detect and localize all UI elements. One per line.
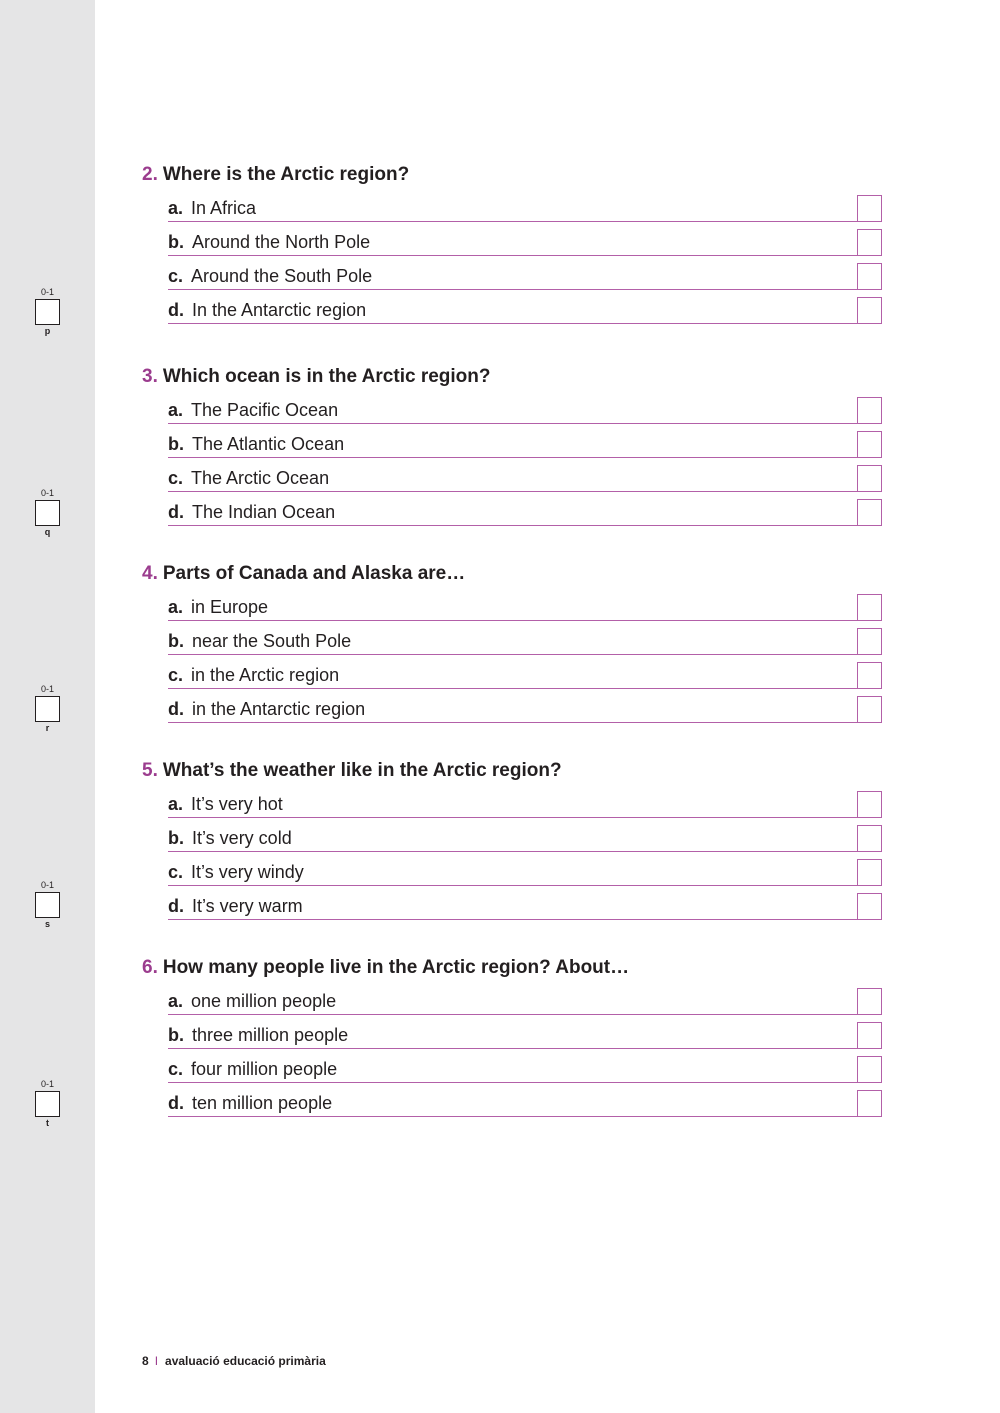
option-row: [168, 390, 882, 424]
option-letter: c.: [168, 1059, 184, 1079]
answer-checkbox[interactable]: [857, 431, 882, 457]
option-row: [168, 852, 882, 886]
question-text: How many people live in the Arctic region? About…: [162, 957, 630, 978]
option-letter: d.: [168, 896, 184, 916]
option-letter: c.: [168, 862, 184, 882]
option-row: [168, 886, 882, 920]
option-letter: c.: [168, 266, 184, 286]
question-number: 5.: [142, 760, 158, 781]
answer-checkbox[interactable]: [857, 696, 882, 722]
option-row: [168, 222, 882, 256]
option-text: In Africa: [191, 198, 257, 218]
option-letter: d.: [168, 300, 184, 320]
option-text: four million people: [191, 1059, 338, 1079]
option-text: in the Antarctic region: [192, 699, 366, 719]
question-text: Where is the Arctic region?: [162, 164, 410, 185]
question-number: 2.: [142, 164, 158, 185]
option-letter: b.: [168, 631, 184, 651]
score-marker-s: [35, 880, 60, 930]
score-box[interactable]: [35, 299, 60, 325]
option-text: It’s very warm: [192, 896, 303, 916]
score-letter: r: [45, 723, 50, 733]
option-text: Around the North Pole: [192, 232, 371, 252]
question-number: 3.: [142, 366, 158, 387]
option-row: [168, 981, 882, 1015]
option-text: one million people: [191, 991, 337, 1011]
question-2: [142, 162, 882, 324]
option-row: [168, 492, 882, 526]
answer-checkbox[interactable]: [857, 195, 882, 221]
score-letter: t: [46, 1118, 49, 1128]
question-title: [142, 162, 882, 188]
option-text: ten million people: [192, 1093, 333, 1113]
question-text: Parts of Canada and Alaska are…: [162, 563, 466, 584]
question-title: [142, 364, 882, 390]
option-letter: a.: [168, 400, 184, 420]
question-number: 6.: [142, 957, 158, 978]
option-row: [168, 458, 882, 492]
option-row: [168, 818, 882, 852]
option-letter: b.: [168, 232, 184, 252]
score-range-label: 0-1: [40, 287, 54, 297]
question-3: [142, 364, 882, 526]
score-range-label: 0-1: [40, 684, 54, 694]
option-row: [168, 784, 882, 818]
option-text: The Indian Ocean: [192, 502, 336, 522]
score-range-label: 0-1: [40, 880, 54, 890]
option-text: The Atlantic Ocean: [192, 434, 345, 454]
option-row: [168, 1049, 882, 1083]
option-row: [168, 1015, 882, 1049]
option-letter: b.: [168, 1025, 184, 1045]
option-letter: a.: [168, 991, 184, 1011]
publication-name: avaluació educació primària: [165, 1354, 326, 1368]
option-text: in the Arctic region: [191, 665, 340, 685]
footer-separator: I: [154, 1354, 159, 1368]
question-title: [142, 561, 882, 587]
option-row: [168, 587, 882, 621]
option-row: [168, 1083, 882, 1117]
answer-checkbox[interactable]: [857, 825, 882, 851]
answer-checkbox[interactable]: [857, 465, 882, 491]
score-letter: p: [44, 326, 51, 336]
score-letter: q: [44, 527, 51, 537]
option-letter: d.: [168, 502, 184, 522]
option-row: [168, 256, 882, 290]
option-letter: d.: [168, 1093, 184, 1113]
answer-checkbox[interactable]: [857, 297, 882, 323]
question-title: [142, 758, 882, 784]
option-letter: a.: [168, 597, 184, 617]
option-row: [168, 689, 882, 723]
answer-checkbox[interactable]: [857, 1022, 882, 1048]
score-letter: s: [44, 919, 50, 929]
option-letter: d.: [168, 699, 184, 719]
answer-checkbox[interactable]: [857, 229, 882, 255]
answer-checkbox[interactable]: [857, 1090, 882, 1116]
answer-checkbox[interactable]: [857, 662, 882, 688]
option-text: It’s very hot: [191, 794, 283, 814]
score-marker-q: [35, 488, 60, 538]
answer-checkbox[interactable]: [857, 791, 882, 817]
page-number: 8: [142, 1354, 149, 1368]
option-letter: a.: [168, 794, 184, 814]
option-letter: c.: [168, 468, 184, 488]
answer-checkbox[interactable]: [857, 594, 882, 620]
answer-checkbox[interactable]: [857, 859, 882, 885]
score-range-label: 0-1: [40, 1079, 54, 1089]
option-text: three million people: [192, 1025, 349, 1045]
score-marker-p: [35, 287, 60, 337]
score-marker-t: [35, 1079, 60, 1129]
option-text: in Europe: [191, 597, 269, 617]
score-box[interactable]: [35, 500, 60, 526]
question-number: 4.: [142, 563, 158, 584]
option-letter: b.: [168, 434, 184, 454]
answer-checkbox[interactable]: [857, 499, 882, 525]
option-letter: c.: [168, 665, 184, 685]
answer-checkbox[interactable]: [857, 893, 882, 919]
question-6: [142, 955, 882, 1117]
score-box[interactable]: [35, 892, 60, 918]
option-text: Around the South Pole: [191, 266, 373, 286]
option-row: [168, 621, 882, 655]
page-footer: [142, 1353, 326, 1369]
question-title: [142, 955, 882, 981]
question-4: [142, 561, 882, 723]
option-letter: a.: [168, 198, 184, 218]
score-box[interactable]: [35, 1091, 60, 1117]
question-text: Which ocean is in the Arctic region?: [162, 366, 491, 387]
option-text: It’s very cold: [192, 828, 292, 848]
option-row: [168, 424, 882, 458]
option-text: near the South Pole: [192, 631, 352, 651]
answer-checkbox[interactable]: [857, 1056, 882, 1082]
answer-checkbox[interactable]: [857, 988, 882, 1014]
option-text: The Arctic Ocean: [191, 468, 330, 488]
option-letter: b.: [168, 828, 184, 848]
score-box[interactable]: [35, 696, 60, 722]
question-text: What’s the weather like in the Arctic region?: [162, 760, 562, 781]
question-5: [142, 758, 882, 920]
score-range-label: 0-1: [40, 488, 54, 498]
option-row: [168, 188, 882, 222]
answer-checkbox[interactable]: [857, 397, 882, 423]
answer-checkbox[interactable]: [857, 263, 882, 289]
answer-checkbox[interactable]: [857, 628, 882, 654]
option-text: It’s very windy: [191, 862, 304, 882]
option-text: The Pacific Ocean: [191, 400, 339, 420]
option-text: In the Antarctic region: [192, 300, 367, 320]
option-row: [168, 290, 882, 324]
score-marker-r: [35, 684, 60, 734]
option-row: [168, 655, 882, 689]
